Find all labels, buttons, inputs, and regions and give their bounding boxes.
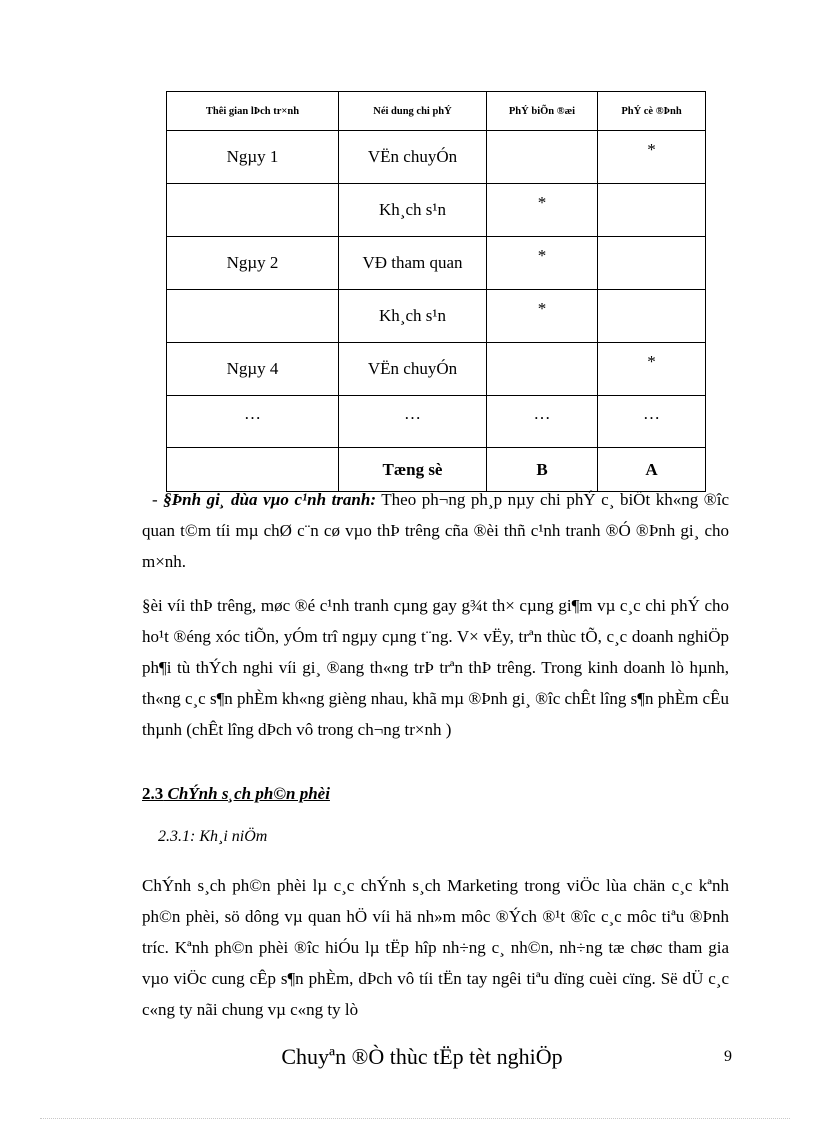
table-cell: B — [487, 448, 598, 492]
section-title: ChÝnh s¸ch ph©n phèi — [167, 784, 330, 803]
table-cell: * — [487, 290, 598, 343]
table-row — [167, 237, 706, 290]
table-cell: VËn chuyÓn — [339, 131, 487, 184]
table-cell: … — [487, 396, 598, 448]
table-cell: … — [339, 396, 487, 448]
paragraph-lead: §Þnh gi¸ dùa vµo c¹nh tranh: — [163, 490, 376, 509]
table-header: PhÝ biÕn ®æi — [487, 92, 598, 131]
table-cell: Kh¸ch s¹n — [339, 290, 487, 343]
table-header-row — [167, 92, 706, 131]
table-header: Néi dung chi phÝ — [339, 92, 487, 131]
table-header: PhÝ cè ®Þnh — [598, 92, 706, 131]
page-number: 9 — [724, 1048, 732, 1065]
table-row — [167, 131, 706, 184]
table-cell: VÐ tham quan — [339, 237, 487, 290]
table-cell — [598, 184, 706, 237]
footer-title: Chuyªn ®Ò thùc tËp tèt nghiÖp — [281, 1044, 563, 1069]
table-cell: Tæng sè — [339, 448, 487, 492]
table-cell: Ngµy 4 — [167, 343, 339, 396]
section-number: 2.3 — [142, 784, 164, 803]
table-row — [167, 290, 706, 343]
table-row — [167, 184, 706, 237]
table-cell: * — [598, 343, 706, 396]
table-cell: VËn chuyÓn — [339, 343, 487, 396]
paragraph-market: §èi víi thÞ trêng, møc ®é c¹nh tranh cµng gay g¾t th× cµng gi¶m vµ c¸c chi phÝ cho ho¹t ®éng xóc tiÕn, yÓm trî ngµy cµng t¨ng. V× vËy, trªn thùc tÕ, c¸c doanh nghiÖp ph¶i tù thÝch nghi víi gi¸ ®ang th«ng trÞ trªn thÞ trêng. Trong kinh doanh lò hµnh, th«ng c¸c s¶n phÈm kh«ng gièng nhau, khã mµ ®Þnh gi¸ ®îc chÊt lîng s¶n phÈm cÊu thµnh (chÊt lîng dÞch vô trong ch¬ng tr×nh ) — [142, 596, 729, 739]
table-cell: A — [598, 448, 706, 492]
table-cell — [487, 131, 598, 184]
paragraph-competitive-pricing: - §Þnh gi¸ dùa vµo c¹nh tranh: Theo ph¬ng ph¸p nµy chi phÝ c¸ biÖt kh«ng ®îc quan t©m tíi mµ chØ c¨n cø vµo thÞ trêng cña ®èi thñ c¹nh tranh ®Ó ®Þnh gi¸ cho m×nh. — [142, 490, 729, 571]
table-cell: * — [598, 131, 706, 184]
table-cell — [598, 237, 706, 290]
table-cell — [487, 343, 598, 396]
table-row — [167, 396, 706, 448]
footer-divider — [40, 1118, 790, 1119]
table-cell: … — [167, 396, 339, 448]
paragraph-text: Theo ph¬ng ph¸p nµy chi phÝ c¸ biÖt kh«ng ®îc quan t©m tíi mµ chØ c¨n cø vµo thÞ trêng cña ®èi thñ c¹nh tranh ®Ó ®Þnh gi¸ cho m×nh. — [142, 490, 729, 571]
table-cell: * — [487, 184, 598, 237]
section-heading — [142, 784, 330, 804]
table-row — [167, 343, 706, 396]
table-cell: Ngµy 2 — [167, 237, 339, 290]
table-cell — [598, 290, 706, 343]
table-cell — [167, 290, 339, 343]
table-cell — [167, 184, 339, 237]
table-cell: Ngµy 1 — [167, 131, 339, 184]
table-cell: Kh¸ch s¹n — [339, 184, 487, 237]
paragraph-distribution: ChÝnh s¸ch ph©n phèi lµ c¸c chÝnh s¸ch Marketing trong viÖc lùa chän c¸c kªnh ph©n phèi, sö dông vµ quan hÖ víi hä nh»m môc ®Ých ®¹t ®îc c¸c môc tiªu ®Þnh tríc. Kªnh ph©n phèi ®îc hiÓu lµ tËp hîp nh÷ng c¸ nh©n, nh÷ng tæ chøc tham gia vµo viÖc cung cÊp s¶n phÈm, dÞch vô tíi tËn tay ngêi tiªu dïng cuèi cïng. Së dÜ c¸c c«ng ty nãi chung vµ c«ng ty lò — [142, 876, 729, 1019]
table-cell: … — [598, 396, 706, 448]
table-cell: * — [487, 237, 598, 290]
table-header: Thêi gian lÞch tr×nh — [167, 92, 339, 131]
subsection-heading: 2.3.1: Kh¸i niÖm — [158, 828, 268, 845]
cost-table — [166, 91, 706, 492]
